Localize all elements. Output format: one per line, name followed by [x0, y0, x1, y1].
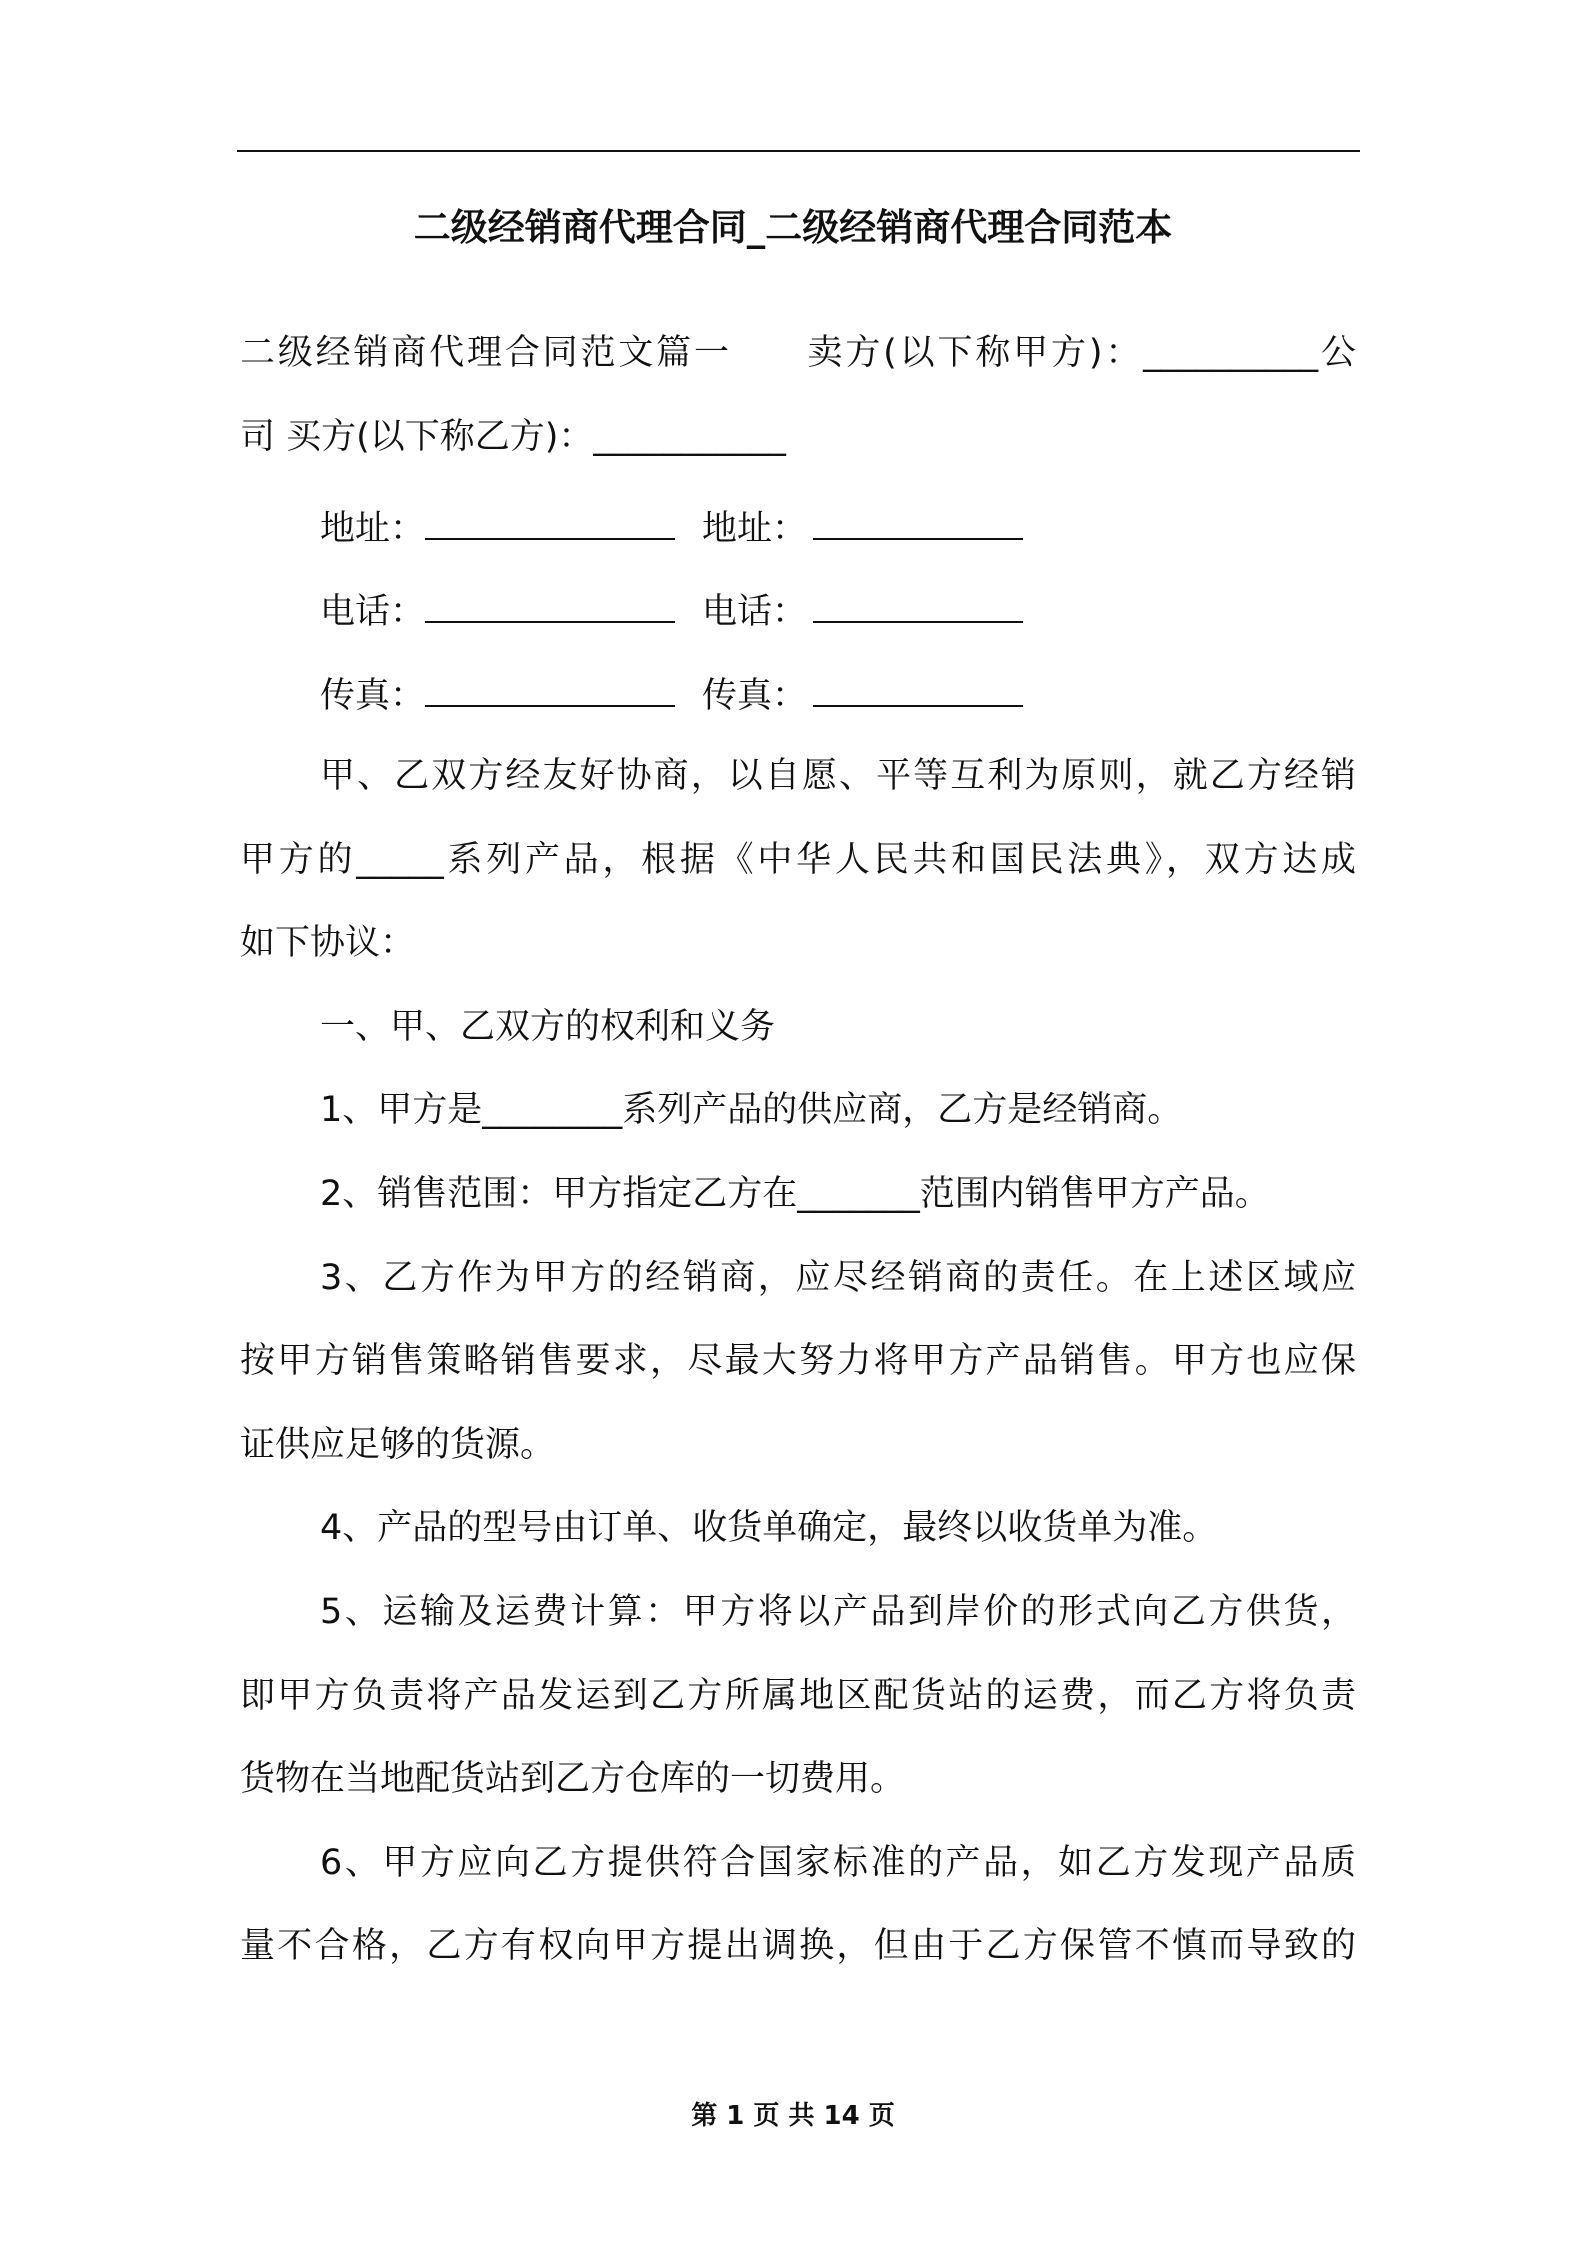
- body-line: 量不合格，乙方有权向甲方提出调换，但由于乙方保管不慎而导致的: [240, 1926, 1356, 1967]
- seller-contact-field: [320, 671, 675, 720]
- seller-contact-field: [320, 504, 675, 553]
- buyer-contact-field: [702, 504, 1023, 553]
- body-line: 证供应足够的货源。: [240, 1424, 556, 1465]
- page-number: 第 1 页 共 14 页: [691, 2101, 895, 2131]
- field-label: 电话：: [702, 592, 808, 632]
- body-line: 甲方的_____系列产品，根据《中华人民共和国民法典》，双方达成: [240, 839, 1356, 880]
- intro-line: 司 买方(以下称乙方)：___________: [240, 417, 786, 457]
- body-line: 2、销售范围：甲方指定乙方在_______范围内销售甲方产品。: [320, 1174, 1270, 1214]
- body-line: 4、产品的型号由订单、收货单确定，最终以收货单为准。: [320, 1508, 1218, 1549]
- body-line: 1、甲方是________系列产品的供应商，乙方是经销商。: [320, 1090, 1183, 1131]
- body-line: 货物在当地配货站到乙方仓库的一切费用。: [240, 1759, 906, 1800]
- body-line: 甲、乙双方经友好协商，以自愿、平等互利为原则，就乙方经销: [320, 756, 1356, 796]
- body-line: 即甲方负责将产品发运到乙方所属地区配货站的运费，而乙方将负责: [240, 1675, 1356, 1716]
- field-label: 地址：: [702, 509, 808, 549]
- buyer-contact-field: [702, 671, 1023, 720]
- field-blank: [813, 504, 1023, 540]
- body-line: 5、运输及运费计算：甲方将以产品到岸价的形式向乙方供货，: [320, 1592, 1356, 1632]
- field-blank: [813, 587, 1023, 623]
- buyer-contact-field: [702, 587, 1023, 636]
- field-blank: [425, 671, 675, 707]
- body-line: 一、甲、乙双方的权利和义务: [320, 1006, 776, 1047]
- field-label: 地址：: [320, 509, 426, 549]
- body-line: 6、甲方应向乙方提供符合国家标准的产品，如乙方发现产品质: [320, 1842, 1356, 1883]
- body-line: 3、乙方作为甲方的经销商，应尽经销商的责任。在上述区域应: [320, 1257, 1356, 1298]
- seller-contact-field: [320, 587, 675, 636]
- header-rule: [237, 150, 1360, 152]
- body-line: 按甲方销售策略销售要求，尽最大努力将甲方产品销售。甲方也应保: [240, 1341, 1356, 1382]
- field-blank: [425, 504, 675, 540]
- document-title: 二级经销商代理合同_二级经销商代理合同范本: [413, 206, 1173, 249]
- body-line: 如下协议：: [240, 923, 416, 964]
- field-label: 传真：: [320, 676, 426, 716]
- intro-line: 二级经销商代理合同范文篇一 卖方(以下称甲方)：__________公: [240, 333, 1356, 373]
- field-label: 传真：: [702, 676, 808, 716]
- field-blank: [425, 587, 675, 623]
- field-label: 电话：: [320, 592, 426, 632]
- field-blank: [813, 671, 1023, 707]
